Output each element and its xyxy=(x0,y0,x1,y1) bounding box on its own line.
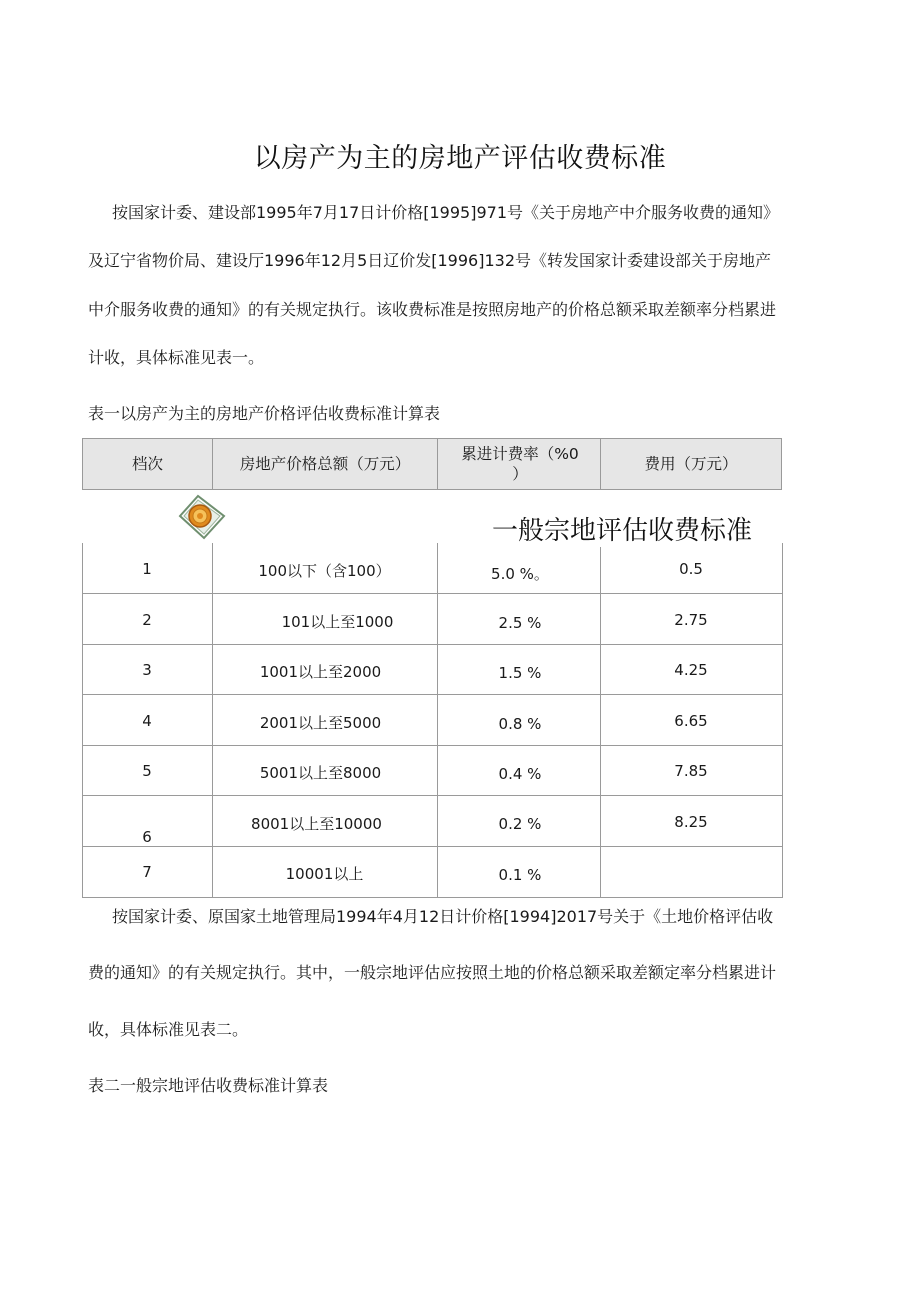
page-title: 以房产为主的房地产评估收费标准 xyxy=(253,143,667,174)
para1-line4: 计收，具体标准见表一。 xyxy=(88,348,265,367)
row6-total: 8001以上至10000 xyxy=(251,815,382,833)
row1-fee: 0.5 xyxy=(679,560,703,578)
row5-rate: 0.4 % xyxy=(498,765,542,783)
row5-fee: 7.85 xyxy=(674,762,708,780)
header-rate-line2: ） xyxy=(512,465,528,483)
row4-total: 2001以上至5000 xyxy=(259,714,382,732)
row5-total: 5001以上至8000 xyxy=(259,764,382,782)
row2-total: 101以上至1000 xyxy=(281,613,394,631)
row1-rate: 5.0 %。 xyxy=(491,565,549,583)
row3-fee: 4.25 xyxy=(674,661,708,679)
header-total: 房地产价格总额（万元） xyxy=(239,455,411,473)
row3-total: 1001以上至2000 xyxy=(259,663,382,681)
row7-tier: 7 xyxy=(142,863,152,881)
table2-caption: 表二一般宗地评估收费标准计算表 xyxy=(88,1076,329,1095)
para1-line2: 及辽宁省物价局、建设厅1996年12月5日辽价发[1996]132号《转发国家计委建设部关于房地产 xyxy=(88,251,772,270)
para1-line3: 中介服务收费的通知》的有关规定执行。该收费标准是按照房地产的价格总额采取差额率分档累进 xyxy=(88,300,777,319)
row3-tier: 3 xyxy=(142,661,152,679)
para2-line3: 收，具体标准见表二。 xyxy=(88,1020,249,1039)
para1-line1: 按国家计委、建设部1995年7月17日计价格[1995]971号《关于房地产中介服务收费的通知》 xyxy=(112,203,780,222)
header-tier: 档次 xyxy=(131,455,163,473)
coin-icon xyxy=(176,492,226,542)
row1-total: 100以下（含100） xyxy=(258,562,391,580)
row4-tier: 4 xyxy=(142,712,152,730)
header-fee: 费用（万元） xyxy=(644,455,738,473)
row5-tier: 5 xyxy=(142,762,152,780)
header-rate-line1: 累进计费率（%0 xyxy=(461,445,579,463)
row2-fee: 2.75 xyxy=(674,611,708,629)
overlay-heading: 一般宗地评估收费标准 xyxy=(492,510,752,547)
row6-tier: 6 xyxy=(142,828,152,846)
row1-tier: 1 xyxy=(142,560,152,578)
row2-tier: 2 xyxy=(142,611,152,629)
row3-rate: 1.5 % xyxy=(498,664,542,682)
header-rate xyxy=(439,439,601,489)
row4-rate: 0.8 % xyxy=(498,715,542,733)
table1-caption: 表一以房产为主的房地产价格评估收费标准计算表 xyxy=(88,404,441,423)
para2-line2: 费的通知》的有关规定执行。其中，一般宗地评估应按照土地的价格总额采取差额定率分档累进计 xyxy=(88,963,777,982)
para2-line1: 按国家计委、原国家土地管理局1994年4月12日计价格[1994]2017号关于《土地价格评估收 xyxy=(112,907,774,926)
row7-total: 10001以上 xyxy=(285,865,364,883)
row4-fee: 6.65 xyxy=(674,712,708,730)
row7-rate: 0.1 % xyxy=(498,866,542,884)
row2-rate: 2.5 % xyxy=(498,614,542,632)
row6-fee: 8.25 xyxy=(674,813,708,831)
table1-header xyxy=(82,438,782,490)
row6-rate: 0.2 % xyxy=(498,815,542,833)
